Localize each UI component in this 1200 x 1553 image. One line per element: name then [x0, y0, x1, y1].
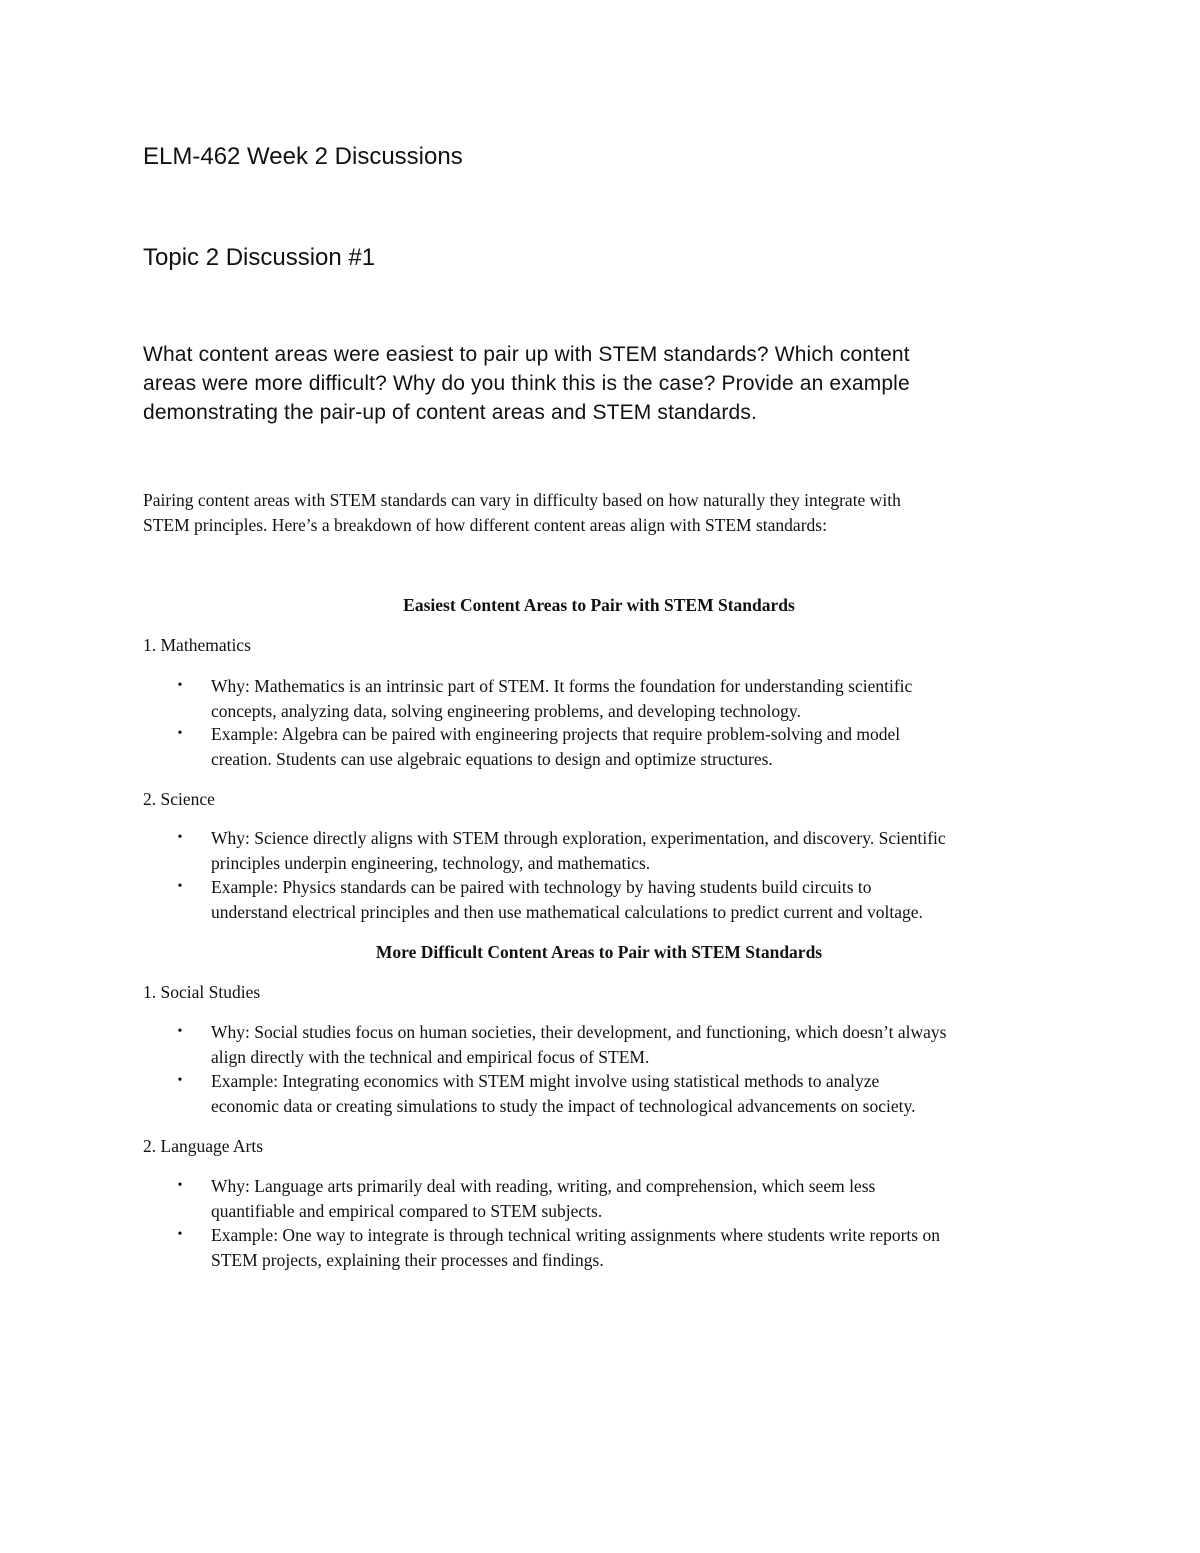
- bullet-line: align directly with the technical and empirical focus of STEM.: [211, 1046, 650, 1067]
- intro-line: Pairing content areas with STEM standards can vary in difficulty based on how naturally they integrate with: [143, 490, 901, 510]
- bullet-text: [211, 826, 1071, 875]
- bullet-line: Example: Integrating economics with STEM might involve using statistical methods to analyze: [211, 1071, 880, 1091]
- bullet-icon: •: [177, 726, 183, 741]
- bullet-text: [211, 1069, 1071, 1118]
- prompt-line: areas were more difficult? Why do you think this is the case? Provide an example: [143, 372, 910, 395]
- bullet-line: principles underpin engineering, technology, and mathematics.: [211, 852, 651, 873]
- bullet-line: Why: Social studies focus on human societies, their development, and functioning, which doesn’t always: [211, 1022, 947, 1042]
- item-label-social-studies: 1. Social Studies: [143, 982, 261, 1002]
- bullet-line: Example: Algebra can be paired with engineering projects that require problem-solving and model: [211, 724, 901, 744]
- bullet-line: Why: Language arts primarily deal with reading, writing, and comprehension, which seem less: [211, 1176, 876, 1196]
- item-label-language-arts: 2. Language Arts: [143, 1136, 264, 1156]
- bullet-icon: •: [177, 1024, 183, 1039]
- bullet-line: Why: Science directly aligns with STEM through exploration, experimentation, and discovery. Scientific: [211, 828, 946, 848]
- bullet-icon: •: [177, 1178, 183, 1193]
- bullet-text: [211, 1223, 1071, 1272]
- bullet-icon: •: [177, 678, 183, 693]
- bullet-line: creation. Students can use algebraic equations to design and optimize structures.: [211, 748, 773, 769]
- document-title: ELM-462 Week 2 Discussions: [143, 143, 463, 170]
- bullet-icon: •: [177, 1073, 183, 1088]
- intro-line: STEM principles. Here’s a breakdown of how different content areas align with STEM standards:: [143, 514, 827, 535]
- bullet-icon: •: [177, 1227, 183, 1242]
- bullet-text: [211, 722, 1071, 771]
- discussion-prompt: [143, 340, 1043, 427]
- bullet-text: [211, 674, 1071, 723]
- bullet-line: STEM projects, explaining their processes and findings.: [211, 1249, 604, 1270]
- bullet-line: Why: Mathematics is an intrinsic part of STEM. It forms the foundation for understanding scientific: [211, 676, 913, 696]
- bullet-icon: •: [177, 879, 183, 894]
- section-heading-easiest: Easiest Content Areas to Pair with STEM Standards: [403, 595, 795, 615]
- bullet-line: understand electrical principles and then use mathematical calculations to predict current and voltage.: [211, 901, 923, 922]
- bullet-line: quantifiable and empirical compared to STEM subjects.: [211, 1200, 603, 1221]
- bullet-text: [211, 1174, 1071, 1223]
- bullet-icon: •: [177, 830, 183, 845]
- bullet-text: [211, 1020, 1071, 1069]
- section-heading-more-difficult: More Difficult Content Areas to Pair with STEM Standards: [375, 942, 823, 962]
- bullet-text: [211, 875, 1071, 924]
- prompt-line: What content areas were easiest to pair up with STEM standards? Which content: [143, 343, 910, 366]
- bullet-line: economic data or creating simulations to study the impact of technological advancements on society.: [211, 1095, 916, 1116]
- item-label-mathematics: 1. Mathematics: [143, 635, 251, 655]
- bullet-line: Example: One way to integrate is through technical writing assignments where students write reports on: [211, 1225, 940, 1245]
- bullet-line: concepts, analyzing data, solving engineering problems, and developing technology.: [211, 700, 801, 721]
- bullet-line: Example: Physics standards can be paired with technology by having students build circuits to: [211, 877, 872, 897]
- prompt-line: demonstrating the pair-up of content areas and STEM standards.: [143, 401, 757, 424]
- topic-title: Topic 2 Discussion #1: [143, 244, 376, 271]
- intro-paragraph: [143, 488, 1063, 537]
- item-label-science: 2. Science: [143, 789, 215, 809]
